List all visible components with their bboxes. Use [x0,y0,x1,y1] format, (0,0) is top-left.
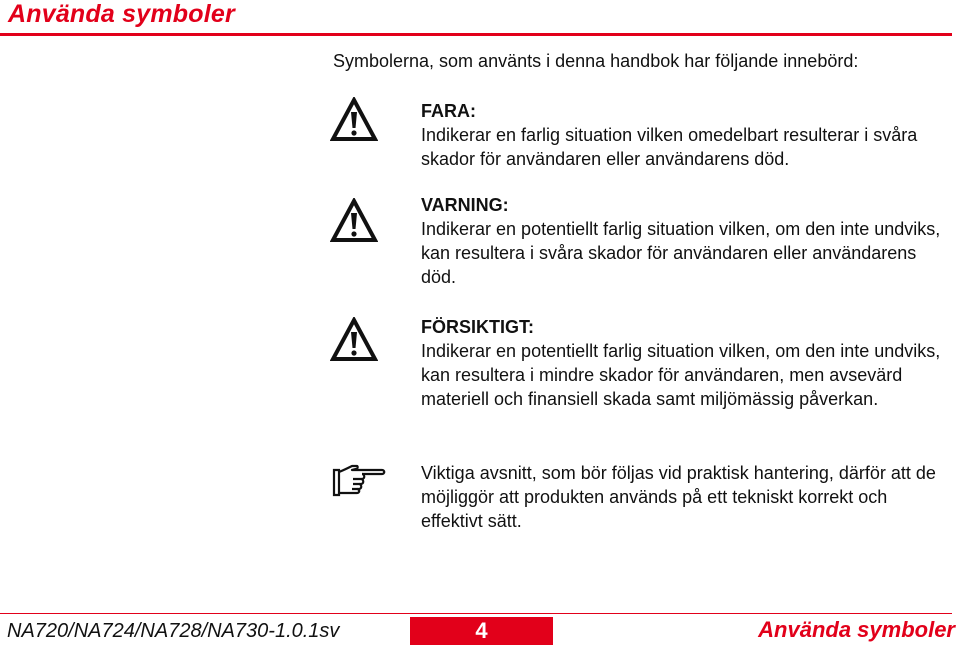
intro-text: Symbolerna, som använts i denna handbok har följande innebörd: [333,51,859,71]
page-number: 4 [410,617,553,645]
entry-heading: VARNING: [421,195,509,215]
footer-reference: NA720/NA724/NA728/NA730-1.0.1sv [7,620,340,642]
entry-heading: FÖRSIKTIGT: [421,317,534,337]
symbol-entry-caution [421,315,951,411]
footer-title: Använda symboler [758,617,955,642]
symbol-entry-warning [421,193,951,289]
entry-text: Viktiga avsnitt, som bör följas vid praktisk hantering, därför att de möjliggör att produkten används på ett tekniskt korrekt och effektivt sätt. [421,463,936,531]
entry-text: Indikerar en potentiellt farlig situation vilken, om den inte undviks, kan resultera i mindre skador för användaren, men avsevärd materiell och finansiell skada samt miljömässig påverkan. [421,341,941,409]
entry-heading: FARA: [421,101,476,121]
page-header-title: Använda symboler [8,0,235,28]
pointing-hand-icon [330,462,386,498]
entry-text: Indikerar en potentiellt farlig situation vilken, om den inte undviks, kan resultera i svåra skador för användaren eller användarens död. [421,219,941,287]
symbol-entry-danger [421,99,951,171]
warning-triangle-icon [330,317,378,363]
warning-triangle-icon [330,97,378,143]
header-divider [0,33,952,36]
warning-triangle-icon [330,198,378,244]
symbol-entry-note [421,461,951,533]
footer-divider [0,613,952,614]
entry-text: Indikerar en farlig situation vilken omedelbart resulterar i svåra skador för användaren eller användarens död. [421,125,918,169]
